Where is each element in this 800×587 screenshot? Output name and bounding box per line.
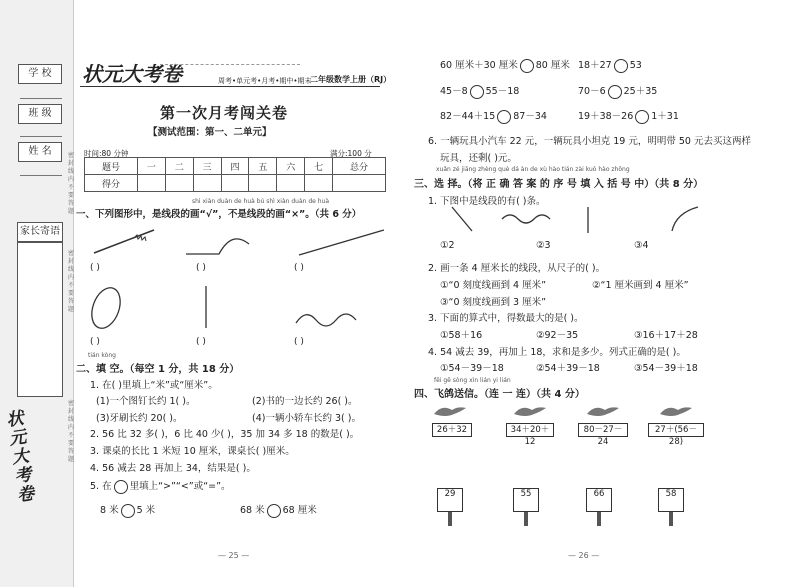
compare-circle[interactable] — [520, 59, 534, 73]
figure-2 — [186, 239, 249, 254]
compare-item — [578, 83, 657, 99]
score-cell[interactable] — [193, 175, 221, 192]
compare-circle[interactable] — [497, 110, 511, 124]
compare-left: 19＋38－26 — [578, 111, 634, 122]
parent-message-label: 家长寄语 — [17, 222, 63, 242]
question-2-2: 2. 56 比 32 多( )，6 比 40 少( )，35 加 34 多 18 的数是( )。 — [90, 429, 360, 440]
compare-right: 1＋31 — [651, 111, 679, 122]
compare-left: 70－6 — [578, 86, 606, 97]
question-2-1-d: (4)一辆小轿车长约 3( )。 — [252, 413, 361, 424]
question-2-1-c: (3)牙刷长约 20( )。 — [96, 413, 183, 424]
answer-blank[interactable]: ( ) — [196, 263, 206, 273]
mailbox[interactable] — [513, 488, 539, 526]
question-2-3: 3. 课桌的长比 1 米短 10 厘米，课桌长( )厘米。 — [90, 446, 295, 457]
option[interactable]: ③54－39＋18 — [634, 363, 698, 374]
seal-text: 密封线内不要答题 — [68, 400, 75, 463]
pigeon-icon — [432, 402, 468, 420]
option[interactable]: ②54＋39－18 — [536, 363, 600, 374]
question-3-2: 2. 画一条 4 厘米长的线段，从尺子的( )。 — [428, 263, 606, 274]
compare-item — [100, 502, 155, 518]
answer-blank[interactable]: ( ) — [196, 337, 206, 347]
table-cell: 四 — [221, 158, 249, 175]
mailbox-number: 58 — [658, 488, 684, 512]
question-2-6-line2: 玩具，还剩( )元。 — [440, 153, 517, 164]
score-table-header-row — [85, 158, 386, 175]
mailbox[interactable] — [437, 488, 463, 526]
parent-message-box[interactable] — [17, 242, 63, 397]
option[interactable]: ②92－35 — [536, 330, 579, 341]
school-field[interactable] — [20, 98, 62, 99]
compare-circle[interactable] — [114, 480, 128, 494]
compare-right: 87－34 — [513, 111, 547, 122]
answer-blank[interactable]: ( ) — [294, 263, 304, 273]
compare-item — [578, 57, 642, 73]
figure-4 — [87, 284, 126, 332]
figure-1 — [94, 230, 154, 253]
pigeon-icon — [512, 402, 548, 420]
score-cell[interactable] — [305, 175, 333, 192]
compare-right: 25＋35 — [623, 86, 658, 97]
option[interactable]: ②3 — [536, 240, 551, 251]
class-label: 班 级 — [18, 104, 62, 124]
answer-blank[interactable]: ( ) — [294, 337, 304, 347]
mailbox-post — [669, 512, 673, 526]
option[interactable]: ①2 — [440, 240, 455, 251]
table-cell: 题号 — [85, 158, 138, 175]
pinyin: xuǎn zé jiāng zhèng què dá àn de xù hào tián zài kuò hào zhōng — [436, 166, 630, 173]
table-cell: 二 — [165, 158, 193, 175]
question-2-6-line1: 6. 一辆玩具小汽车 22 元，一辆玩具小坦克 19 元，明明带 50 元去买这两样 — [428, 136, 751, 147]
question-2-5-prefix: 5. 在 — [90, 481, 112, 492]
compare-right: 55－18 — [485, 86, 520, 97]
question-2-1-b: (2)书的一边长约 26( )。 — [252, 396, 358, 407]
pigeon-icon — [658, 402, 694, 420]
table-cell: 一 — [137, 158, 165, 175]
mailbox-post — [524, 512, 528, 526]
question-1-heading: 一、下列图形中，是线段的画“√”，不是线段的画“×”。（共 6 分） — [76, 209, 362, 220]
pigeon-card[interactable] — [578, 402, 628, 447]
exam-title: 第一次月考闯关卷 — [160, 104, 289, 122]
school-label: 学 校 — [18, 64, 62, 84]
compare-right: 68 厘米 — [282, 505, 317, 516]
compare-right: 80 厘米 — [535, 60, 570, 71]
binding-sidebar — [0, 0, 74, 587]
compare-circle[interactable] — [470, 85, 484, 99]
figure-6 — [296, 314, 356, 326]
line-figures — [84, 228, 394, 338]
score-cell[interactable] — [137, 175, 165, 192]
mailbox[interactable] — [586, 488, 612, 526]
question-2-1-a: (1)一个图钉长约 1( )。 — [96, 396, 196, 407]
seal-text: 密封线内不要答题 — [68, 152, 75, 215]
page-number-left: — 25 — — [218, 551, 250, 560]
compare-left: 82－44＋15 — [440, 111, 496, 122]
header-logo: 状元大考卷 — [82, 62, 182, 86]
exam-time: 时间:80 分钟 — [84, 149, 129, 158]
score-table-score-row — [85, 175, 386, 192]
score-cell[interactable] — [249, 175, 277, 192]
grade-label: 二年级数学上册（RJ） — [310, 75, 392, 84]
question-3-heading: 三、选 择。（将 正 确 答 案 的 序 号 填 入 括 号 中）（共 8 分） — [414, 179, 704, 190]
score-table — [84, 157, 386, 192]
option[interactable]: ①“0 刻度线画到 4 厘米” — [440, 280, 547, 291]
pinyin: shì xiàn duàn de huà bú shì xiàn duàn de huà — [192, 198, 330, 205]
mailbox-number: 55 — [513, 488, 539, 512]
pigeon-expression: 34＋20＋12 — [506, 423, 554, 437]
exam-scope: 【测试范围：第一、二单元】 — [148, 127, 272, 138]
name-field[interactable] — [20, 175, 62, 176]
pigeon-expression: 27＋(56－28) — [648, 423, 704, 437]
pinyin: tián kòng — [88, 352, 116, 359]
compare-item — [578, 108, 679, 124]
table-cell: 总分 — [333, 158, 386, 175]
compare-circle[interactable] — [121, 504, 135, 518]
option[interactable]: ①54－39－18 — [440, 363, 504, 374]
option[interactable]: ③4 — [634, 240, 649, 251]
question-3-3: 3. 下面的算式中，得数最大的是( )。 — [428, 313, 584, 324]
header-subtitle: 周考•单元考•月考•期中•期末 — [218, 77, 312, 85]
exam-full-score: 满分:100 分 — [330, 149, 372, 158]
option[interactable]: ③“0 刻度线画到 3 厘米” — [440, 297, 547, 308]
compare-left: 45－8 — [440, 86, 468, 97]
mailbox-number: 66 — [586, 488, 612, 512]
class-field[interactable] — [20, 136, 62, 137]
option[interactable]: ②“1 厘米画到 4 厘米” — [592, 280, 689, 291]
compare-circle[interactable] — [608, 85, 622, 99]
score-cell[interactable] — [221, 175, 249, 192]
question-2-4: 4. 56 减去 28 再加上 34，结果是( )。 — [90, 463, 256, 474]
brand-logo-vertical: 状元大考卷 — [5, 408, 36, 506]
compare-left: 18＋27 — [578, 60, 612, 71]
question-3-4: 4. 54 减去 39，再加上 18，求和是多少。列式正确的是( )。 — [428, 347, 686, 358]
table-cell: 三 — [193, 158, 221, 175]
question-4-heading: 四、飞鸽送信。（连 一 连）（共 4 分） — [414, 389, 585, 400]
pigeon-card[interactable] — [432, 402, 472, 437]
pigeon-expression: 80－27－24 — [578, 423, 628, 437]
compare-left: 60 厘米＋30 厘米 — [440, 60, 518, 71]
header-divider — [160, 64, 300, 65]
pigeon-icon — [585, 402, 621, 420]
option[interactable]: ①58＋16 — [440, 330, 483, 341]
pigeon-card[interactable] — [506, 402, 554, 447]
compare-left: 8 米 — [100, 505, 119, 516]
pinyin: fēi gē sòng xìn lián yi lián — [434, 377, 511, 384]
table-cell: 得分 — [85, 175, 138, 192]
compare-circle[interactable] — [635, 110, 649, 124]
compare-right: 5 米 — [136, 505, 156, 516]
mailbox-post — [597, 512, 601, 526]
pigeon-card[interactable] — [648, 402, 704, 447]
score-cell[interactable] — [165, 175, 193, 192]
question-3-1: 1. 下图中是线段的有( )条。 — [428, 196, 546, 207]
score-cell[interactable] — [277, 175, 305, 192]
seal-text: 密封线内不要答题 — [68, 250, 75, 313]
page-number-right: — 26 — — [568, 551, 600, 560]
mailbox-post — [448, 512, 452, 526]
mailbox[interactable] — [658, 488, 684, 526]
name-label: 姓 名 — [18, 142, 62, 162]
table-cell: 五 — [249, 158, 277, 175]
question-2-1: 1. 在( )里填上“米”或“厘米”。 — [90, 380, 218, 391]
figure-3 — [299, 230, 384, 255]
compare-circle[interactable] — [614, 59, 628, 73]
question-2-heading: 二、填 空。（每空 1 分，共 18 分） — [76, 364, 240, 375]
compare-item — [440, 108, 547, 124]
pigeon-expression: 26＋32 — [432, 423, 472, 437]
compare-right: 53 — [629, 60, 642, 71]
compare-item — [240, 502, 317, 518]
header-rule — [80, 86, 380, 87]
question-2-5-suffix: 里填上“>”“<”或“=”。 — [129, 481, 231, 492]
option[interactable]: ③16＋17＋28 — [634, 330, 698, 341]
compare-left: 68 米 — [240, 505, 265, 516]
compare-circle[interactable] — [267, 504, 281, 518]
score-cell[interactable] — [333, 175, 386, 192]
question-2-5 — [90, 478, 231, 494]
compare-item — [440, 83, 519, 99]
line-options-figure — [440, 205, 710, 235]
compare-item — [440, 57, 570, 73]
table-cell: 七 — [305, 158, 333, 175]
mailbox-number: 29 — [437, 488, 463, 512]
table-cell: 六 — [277, 158, 305, 175]
answer-blank[interactable]: ( ) — [90, 337, 100, 347]
answer-blank[interactable]: ( ) — [90, 263, 100, 273]
